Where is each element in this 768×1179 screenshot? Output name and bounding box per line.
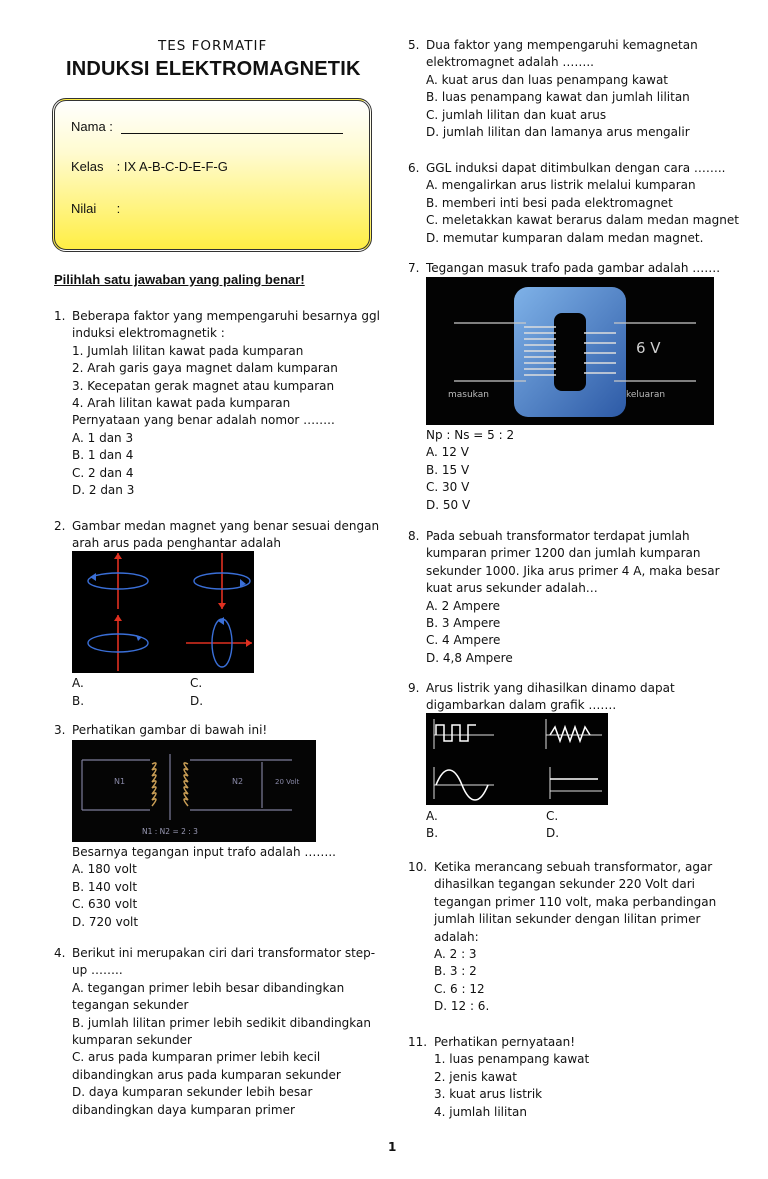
test-title: INDUKSI ELEKTROMAGNETIK [66,58,361,80]
figure-label-ratio: N1 : N2 = 2 : 3 [142,827,198,836]
answer-option[interactable]: D. 4,8 Ampere [426,650,513,665]
figure-label-n1: N1 [114,777,126,786]
question-body [426,160,739,247]
question-line: adalah: [434,929,479,944]
graph-option-a[interactable]: A. [426,809,438,823]
answer-option[interactable]: B. luas penampang kawat dan jumlah lilitan [426,90,690,105]
answer-option-cont: dibandingkan arus pada kumparan sekunder [72,1067,341,1082]
question-number: 9. [408,681,420,695]
current-graphs-diagram [426,713,608,805]
transformer-figure [72,740,316,842]
answer-option[interactable]: C. 2 dan 4 [72,465,134,480]
answer-option[interactable]: D. daya kumparan sekunder lebih besar [72,1085,313,1100]
answer-option[interactable]: A. tegangan primer lebih besar dibandingkan [72,980,345,995]
question-line: 3. Kecepatan gerak magnet atau kumparan [72,378,335,393]
statement-item: 3. kuat arus listrik [434,1087,543,1102]
question-line: Np : Ns = 5 : 2 [426,428,515,442]
question-line: Besarnya tegangan input trafo adalah …….. [72,845,336,859]
question-line: Beberapa faktor yang mempengaruhi besarnya ggl [72,309,380,323]
question-line: 2. Arah garis gaya magnet dalam kumparan [72,361,338,376]
question-line: arah arus pada penghantar adalah [72,536,281,551]
figure-option-c[interactable]: C. [190,676,203,690]
question-line: kumparan primer 1200 dan jumlah kumparan [426,546,701,561]
magnetic-field-figure [72,551,254,673]
statement-item: 1. luas penampang kawat [434,1052,590,1067]
question-body [434,859,716,1016]
answer-option[interactable]: D. 2 dan 3 [72,483,135,498]
question-body [72,518,379,553]
answer-option[interactable]: A. 180 volt [72,862,137,877]
question-body [72,945,375,1119]
answer-option[interactable]: B. 3 : 2 [434,964,477,979]
transformer-diagram [72,740,316,842]
magnetic-field-diagram [72,551,254,673]
name-label: Nama : [71,119,113,134]
question-line: kuat arus sekunder adalah… [426,581,598,596]
question-number: 10. [408,860,428,874]
question-number: 11. [408,1035,428,1049]
question-number: 5. [408,38,420,52]
question-line: dihasilkan tegangan sekunder 220 Volt dari [434,877,695,892]
figure-option-d[interactable]: D. [190,694,204,708]
graph-option-d[interactable]: D. [546,826,560,840]
figure-label-output: keluaran [626,390,666,400]
figure-label-voltage: 20 Volt [275,778,300,786]
question-body [426,37,698,141]
answer-option[interactable]: D. jumlah lilitan dan lamanya arus mengalir [426,125,690,140]
question-line: 1. Jumlah lilitan kawat pada kumparan [72,343,304,358]
question-line: Ketika merancang sebuah transformator, agar [434,860,713,874]
question-line: jumlah lilitan sekunder dengan lilitan primer [434,912,701,927]
answer-option[interactable]: D. 720 volt [72,914,139,929]
answer-option[interactable]: C. 6 : 12 [434,981,485,996]
question-line: Pernyataan yang benar adalah nomor …….. [72,413,335,428]
question-line: up …….. [72,963,123,978]
question-line: Berikut ini merupakan ciri dari transformator step- [72,946,376,960]
graph-option-c[interactable]: C. [546,809,559,823]
figure-label-voltage: 6 V [636,339,661,357]
question-body [426,260,720,277]
statement-item: 4. jumlah lilitan [434,1104,527,1119]
answer-option[interactable]: C. 630 volt [72,897,138,912]
question-line: Perhatikan pernyataan! [434,1035,576,1049]
page-number: 1 [388,1140,397,1154]
answer-option[interactable]: C. meletakkan kawat berarus dalam medan magnet [426,213,739,228]
name-field-line[interactable] [121,119,343,134]
question-number: 2. [54,519,66,533]
question-line: sekunder 1000. Jika arus primer 4 A, maka besar [426,563,720,578]
question-body [426,680,675,715]
answer-option[interactable]: A. mengalirkan arus listrik melalui kumparan [426,178,696,193]
question-number: 1. [54,309,66,323]
answer-option[interactable]: B. jumlah lilitan primer lebih sedikit dibandingkan [72,1015,371,1030]
score-value: : [116,201,121,216]
statement-item: 2. jenis kawat [434,1069,517,1084]
answer-option[interactable]: C. 30 V [426,480,470,495]
question-line: GGL induksi dapat ditimbulkan dengan cara …….. [426,161,726,175]
question-number: 3. [54,723,66,737]
question-number: 4. [54,946,66,960]
instruction: Pilihlah satu jawaban yang paling benar! [54,272,305,287]
question-line: tegangan primer 110 volt, maka perbandingan [434,894,717,909]
question-line: Perhatikan gambar di bawah ini! [72,723,268,737]
question-line: induksi elektromagnetik : [72,326,225,341]
figure-option-b[interactable]: B. [72,694,85,708]
transformer-core-diagram [426,277,714,425]
figure-option-a[interactable]: A. [72,676,84,690]
question-line: Tegangan masuk trafo pada gambar adalah ……. [426,261,721,275]
question-3-answers [72,844,336,931]
answer-option[interactable]: A. kuat arus dan luas penampang kawat [426,72,669,87]
answer-option[interactable]: A. 12 V [426,445,469,460]
answer-option[interactable]: D. memutar kumparan dalam medan magnet. [426,230,704,245]
question-line: Pada sebuah transformator terdapat jumlah [426,529,690,543]
name-row [71,119,343,134]
question-body [434,1034,589,1121]
answer-option[interactable]: D. 50 V [426,497,471,512]
answer-option-cont: kumparan sekunder [72,1033,192,1048]
question-line: Dua faktor yang mempengaruhi kemagnetan [426,38,698,52]
answer-option[interactable]: B. 3 Ampere [426,616,501,631]
answer-option[interactable]: A. 2 : 3 [434,947,477,962]
class-value: : IX A-B-C-D-E-F-G [116,159,228,174]
score-row [71,201,120,216]
answer-option[interactable]: A. 1 dan 3 [72,430,134,445]
answer-option[interactable]: C. 4 Ampere [426,633,501,648]
question-line: Gambar medan magnet yang benar sesuai dengan [72,519,380,533]
identity-box [52,98,372,252]
answer-option[interactable]: D. 12 : 6. [434,999,490,1014]
figure-label-input: masukan [448,390,489,400]
question-line: 4. Arah lilitan kawat pada kumparan [72,396,291,411]
graph-option-b[interactable]: B. [426,826,439,840]
question-7-answers [426,427,514,514]
class-row [71,159,228,174]
class-label: Kelas [71,159,104,174]
current-graphs-figure [426,713,608,805]
figure-label-n2: N2 [232,777,244,786]
step-down-transformer-figure [426,277,714,425]
answer-option[interactable]: A. 2 Ampere [426,598,501,613]
question-number: 8. [408,529,420,543]
score-label: Nilai [71,201,97,216]
question-number: 6. [408,161,420,175]
question-number: 7. [408,261,420,275]
answer-option[interactable]: B. memberi inti besi pada elektromagnet [426,195,673,210]
question-body [426,528,720,667]
question-body [72,722,267,739]
answer-option-cont: dibandingkan daya kumparan primer [72,1102,295,1117]
answer-option[interactable]: B. 1 dan 4 [72,448,134,463]
answer-option-cont: tegangan sekunder [72,998,189,1013]
answer-option[interactable]: B. 15 V [426,462,470,477]
answer-option[interactable]: C. arus pada kumparan primer lebih kecil [72,1050,321,1065]
answer-option[interactable]: B. 140 volt [72,879,138,894]
question-line: Arus listrik yang dihasilkan dinamo dapat [426,681,675,695]
question-line: digambarkan dalam grafik ……. [426,698,617,713]
question-body [72,308,380,499]
question-line: elektromagnet adalah …….. [426,55,594,70]
test-subtitle: TES FORMATIF [158,38,268,54]
answer-option[interactable]: C. jumlah lilitan dan kuat arus [426,107,607,122]
